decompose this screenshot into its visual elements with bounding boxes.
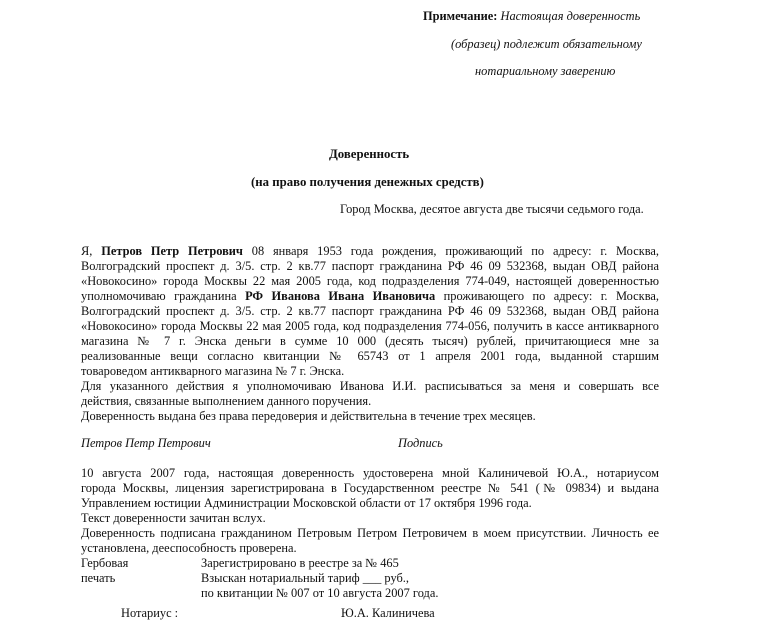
body-text: проживающего по адресу: г. Москва, xyxy=(443,289,659,303)
body-line-4 xyxy=(81,289,659,304)
notary-label: Нотариус : xyxy=(121,606,179,620)
receipt-line: по квитанции № 007 от 10 августа 2007 года. xyxy=(201,586,439,600)
body-line-8: реализованные вещи согласно квитанции № 65743 от 1 апреля 2001 года, выданной старшим xyxy=(81,349,659,363)
body-text: уполномочиваю гражданина xyxy=(81,289,237,303)
signature-label: Подпись xyxy=(398,436,443,450)
notary-name: Ю.А. Калиничева xyxy=(341,606,435,620)
principal-name: Петров Петр Петрович xyxy=(101,244,243,258)
notary-line-3: Управлением юстиции Администрации Московской области от 17 октября 1996 года. xyxy=(81,496,532,510)
notary-line-4: Текст доверенности зачитан вслух. xyxy=(81,511,266,525)
agent-name: РФ Иванова Ивана Ивановича xyxy=(245,289,436,303)
notary-line-5: Доверенность подписана гражданином Петровым Петром Петровичем в моем присутствии. Личность ее xyxy=(81,526,659,540)
body-line-11: действия, связанные выполнением данного поручения. xyxy=(81,394,372,408)
note-line-3: нотариальному заверению xyxy=(475,64,616,78)
stamp-label-1: Гербовая xyxy=(81,556,129,570)
note-text-1: Настоящая доверенность xyxy=(500,9,641,23)
body-line-2: Волгоградский проспект д. 3/5. стр. 2 кв.77 паспорт гражданина РФ 46 09 532368, выдан ОВД района xyxy=(81,259,659,273)
note-line-2: (образец) подлежит обязательному xyxy=(451,37,642,51)
document-subtitle: (на право получения денежных средств) xyxy=(251,175,484,189)
notary-line-2: города Москвы, лицензия зарегистрирована в Государственном реестре № 541 (№ 09834) и выдана xyxy=(81,481,659,495)
fee-line: Взыскан нотариальный тариф ___ руб., xyxy=(201,571,409,585)
document-title: Доверенность xyxy=(329,147,410,161)
note-label: Примечание: xyxy=(423,9,498,23)
body-line-6: «Новокосино» города Москвы 22 мая 2005 года, код подразделения 774-056, получить в кассе антикварного xyxy=(81,319,659,333)
notary-line-6: установлена, дееспособность проверена. xyxy=(81,541,297,555)
registry-line: Зарегистрировано в реестре за № 465 xyxy=(201,556,399,570)
body-line-1 xyxy=(81,244,659,259)
body-line-9: товароведом антикварного магазина № 7 г. Энска. xyxy=(81,364,345,378)
body-text: 08 января 1953 года рождения, проживающий по адресу: г. Москва, xyxy=(251,244,659,258)
body-line-3: «Новокосино» города Москвы 22 мая 2005 года, код подразделения 774-049, настоящей доверенностью xyxy=(81,274,659,288)
stamp-label-2: печать xyxy=(81,571,116,585)
body-line-10: Для указанного действия я уполномочиваю Иванова И.И. расписываться за меня и совершать все xyxy=(81,379,659,393)
place-date: Город Москва, десятое августа две тысячи седьмого года. xyxy=(340,202,644,216)
signature-name: Петров Петр Петрович xyxy=(81,436,211,450)
body-line-12: Доверенность выдана без права передоверия и действительна в течение трех месяцев. xyxy=(81,409,536,423)
note-line-1 xyxy=(423,9,640,24)
body-line-7: магазина № 7 г. Энска деньги в сумме 10 000 (десять тысяч) рублей, причитающиеся мне за xyxy=(81,334,659,348)
notary-line-1: 10 августа 2007 года, настоящая доверенность удостоверена мной Калиничевой Ю.А., нотариусом xyxy=(81,466,659,480)
body-line-5: Волгоградский проспект д. 3/5. стр. 2 кв.77 паспорт гражданина РФ 46 09 532368, выдан ОВД района xyxy=(81,304,659,318)
body-text: Я, xyxy=(81,244,93,258)
